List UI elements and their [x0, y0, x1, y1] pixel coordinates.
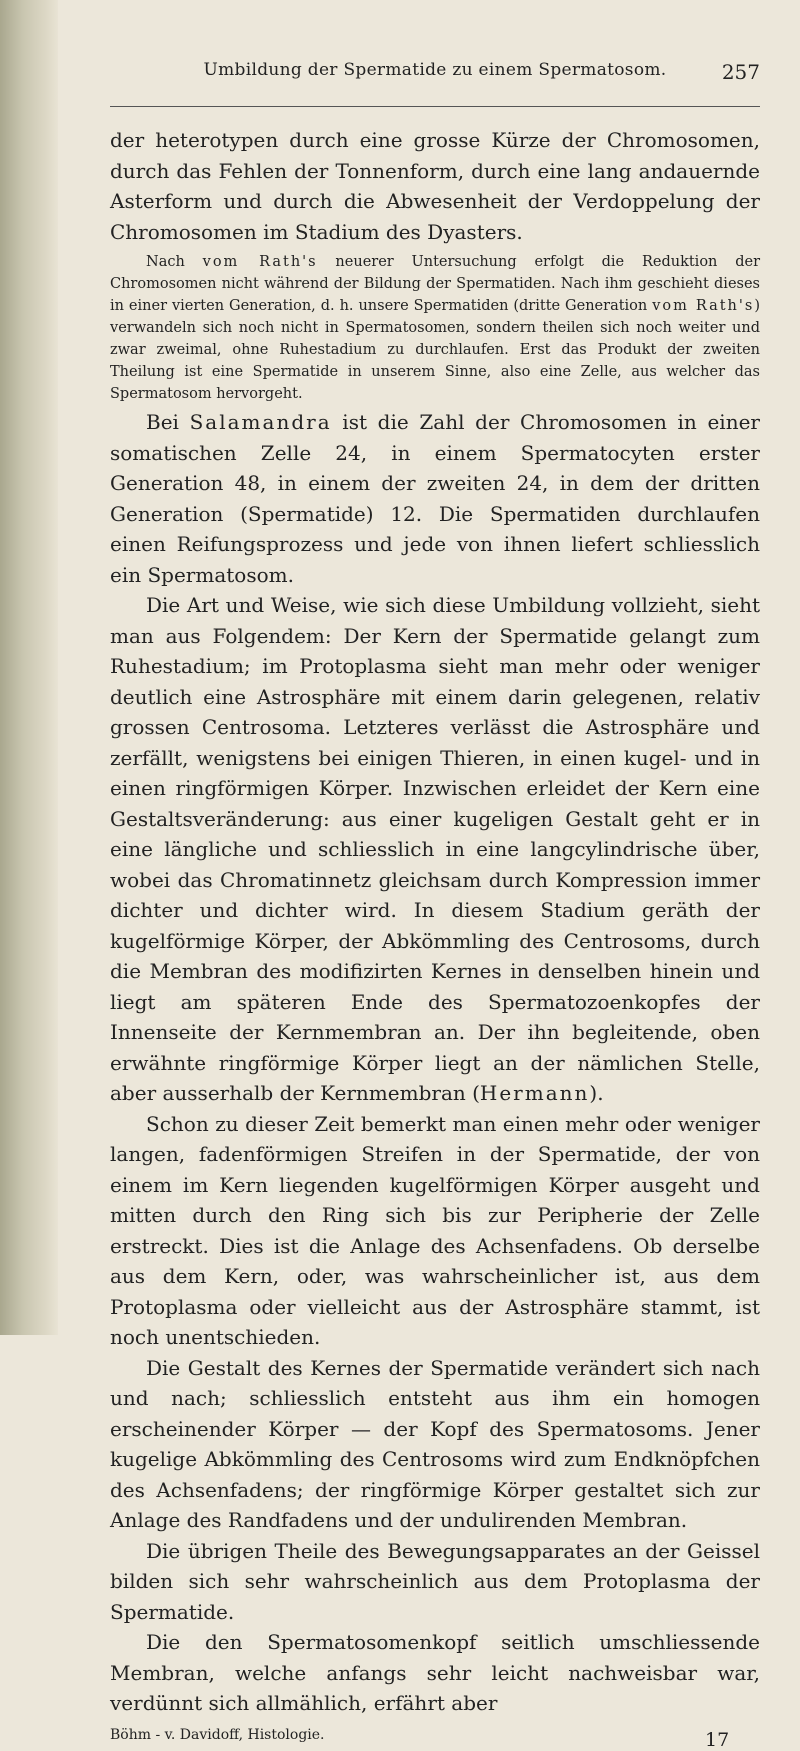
page-number: 257	[721, 60, 760, 84]
p4-text-2: ).	[589, 1081, 604, 1105]
page-header	[110, 60, 760, 107]
p4-text-1: Die Art und Weise, wie sich diese Umbildung vollzieht, sieht man aus Folgendem: Der Kern der Spermatide gelangt zum Ruhestadium; im Protoplasma sieht man mehr oder weniger deutlich eine Astrosphäre mit einem darin gelegenen, relativ grossen Centrosoma. Letzteres verlässt die Astrosphäre und zerfällt, wenigstens bei einigen Thieren, in einen kugel- und in einen ringförmigen Körper. Inzwischen erleidet der Kern eine Gestaltsveränderung: aus einer kugeligen Gestalt geht er in eine längliche und schliesslich in eine langcylindrische über, wobei das Chromatinnetz gleichsam durch Kompression immer dichter und dichter wird. In diesem Stadium geräth der kugelförmige Körper, der Abkömmling des Centrosoms, durch die Membran des modifizirten Kernes in denselben hinein und liegt am späteren Ende des Spermatozoenkopfes der Innenseite der Kernmembran an. Der ihn begleitende, oben erwähnte ringförmige Körper liegt an der nämlichen Stelle, aber ausserhalb der Kernmembran (	[110, 593, 760, 1105]
paragraph-1: der heterotypen durch eine grosse Kürze der Chromosomen, durch das Fehlen der Tonnenform, durch eine lang andauernde Asterform und durch die Abwesenheit der Verdoppelung der Chromosomen im Stadium des Dyasters.	[110, 128, 760, 244]
note-text-1: Nach	[146, 254, 203, 270]
p3-text-2: ist die Zahl der Chromosomen in einer somatischen Zelle 24, in einem Spermatocyten erster Generation 48, in einem der zweiten 24, in dem der dritten Generation (Spermatide) 12. Die Spermatiden durchlaufen einen Reifungsprozess und jede von ihnen liefert schliesslich ein Spermatosom.	[110, 410, 760, 587]
page-body	[110, 125, 760, 1719]
p3-text-1: Bei	[146, 410, 190, 434]
paragraph-5: Schon zu dieser Zeit bemerkt man einen mehr oder weniger langen, fadenförmigen Streifen in der Spermatide, der von einem im Kern liegenden kugelförmigen Körper ausgeht und mitten durch den Ring sich bis zur Peripherie der Zelle erstreckt. Dies ist die Anlage des Achsenfadens. Ob derselbe aus dem Kern, oder, was wahrscheinlicher ist, aus dem Protoplasma oder vielleicht aus der Astrosphäre stammt, ist noch unentschieden.	[110, 1111, 760, 1349]
author-name-2: vom Rath's	[652, 298, 755, 314]
paragraph-6: Die Gestalt des Kernes der Spermatide verändert sich nach und nach; schliesslich entsteht aus ihm ein homogen erscheinender Körper — der Kopf des Spermatosoms. Jener kugelige Abkömmling des Centrosoms wird zum Endknöpfchen des Achsenfadens; der ringförmige Körper gestaltet sich zur Anlage des Randfadens und der undulirenden Membran.	[110, 1355, 760, 1532]
imprint: Böhm - v. Davidoff, Histologie.	[110, 1726, 325, 1743]
paragraph-7: Die übrigen Theile des Bewegungsapparates an der Geissel bilden sich sehr wahrscheinlich aus dem Protoplasma der Spermatide.	[110, 1538, 760, 1624]
note-text-2: neuerer Untersuchung erfolgt die Reduktion der Chromosomen nicht während der Bildung der Spermatiden. Nach ihm geschieht dieses in einer vierten Generation, d. h. unsere Spermatiden (dritte Generation	[110, 254, 760, 314]
paragraph-note	[110, 251, 760, 405]
paragraph-8: Die den Spermatosomenkopf seitlich umschliessende Membran, welche anfangs sehr leicht nachweisbar war, verdünnt sich allmählich, erfährt aber	[110, 1630, 760, 1715]
page-footer	[110, 1723, 760, 1751]
signature-mark: 17	[705, 1728, 730, 1751]
author-name: vom Rath's	[202, 254, 318, 270]
genus-name: Salamandra	[189, 410, 332, 434]
running-title: Umbildung der Spermatide zu einem Spermatosom.	[203, 60, 667, 80]
book-gutter	[0, 0, 58, 1335]
paragraph-4	[110, 590, 760, 1109]
book-page	[110, 60, 760, 1751]
note-text-3: ) verwandeln sich noch nicht in Spermatosomen, sondern theilen sich noch weiter und zwar zweimal, ohne Ruhestadium zu durchlaufen. Erst das Produkt der zweiten Theilung ist eine Spermatide in unserem Sinne, also eine Zelle, aus welcher das Spermatosom hervorgeht.	[110, 298, 760, 402]
author-hermann: Hermann	[479, 1081, 590, 1105]
paragraph-3	[110, 407, 760, 590]
